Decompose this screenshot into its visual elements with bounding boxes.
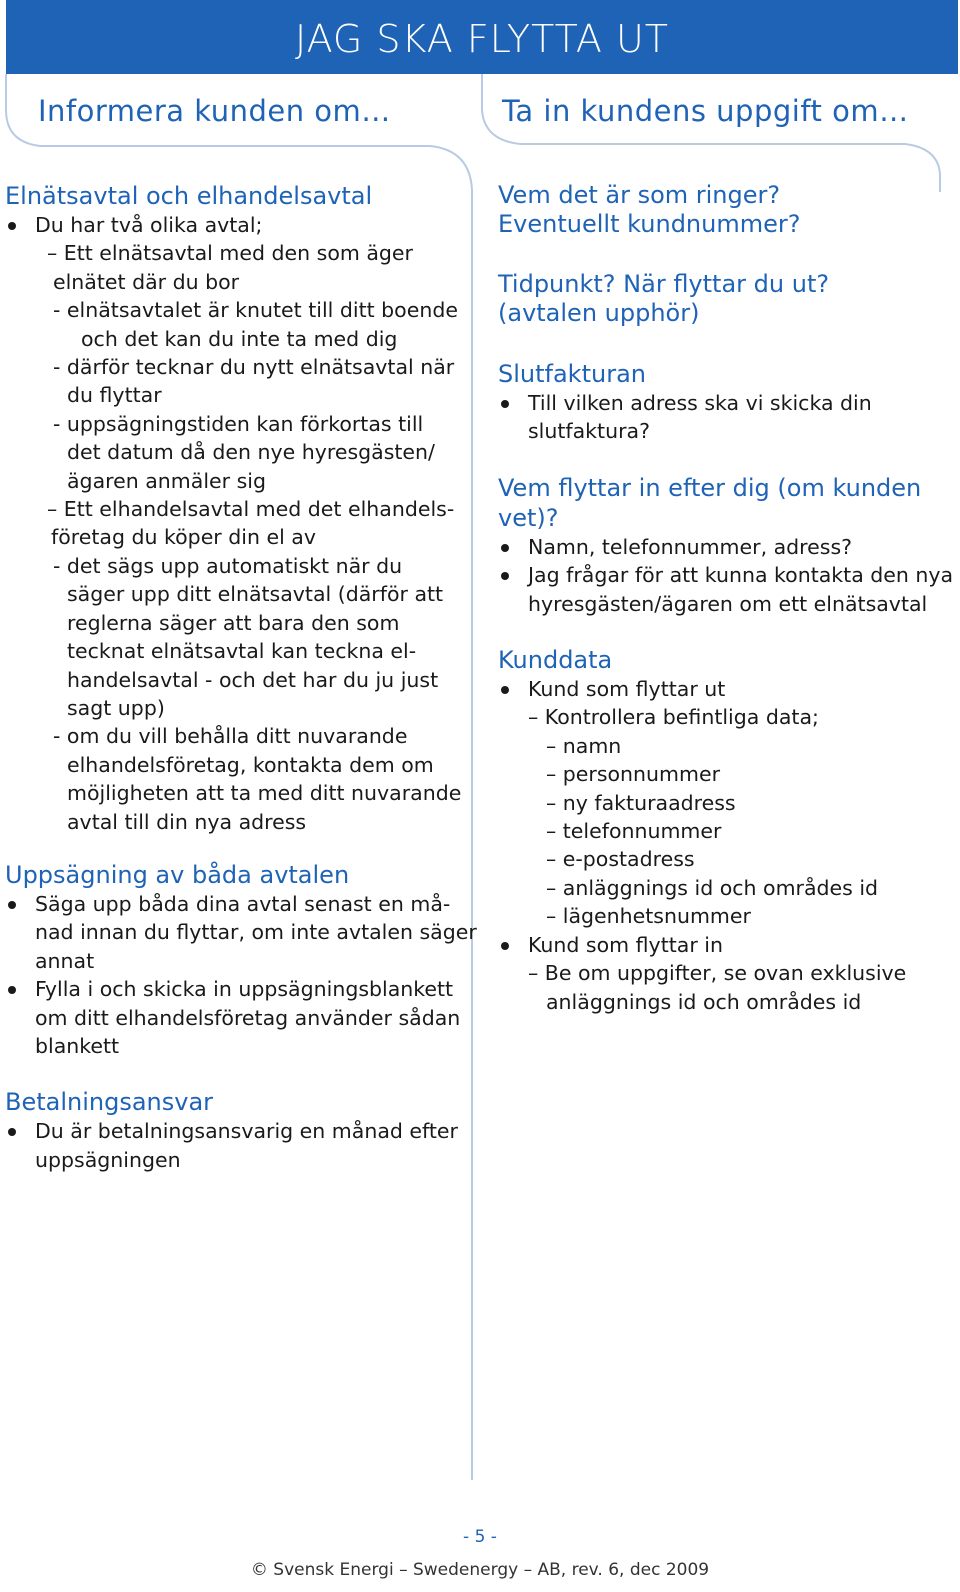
list-item: Du har två olika avtal; [5, 211, 460, 239]
header-banner [6, 0, 958, 74]
list-item: säger upp ditt elnätsavtal (därför att [67, 582, 444, 607]
list-item: hyresgästen/ägaren om ett elnätsavtal [528, 591, 928, 616]
bullet-icon [501, 544, 509, 552]
list-item: avtal till din nya adress [67, 809, 307, 834]
bullet-icon [501, 400, 509, 408]
list-item: – Kontrollera befintliga data; [528, 705, 819, 730]
question-contract-end: (avtalen upphör) [498, 299, 700, 327]
list-item: elhandelsföretag, kontakta dem om [67, 752, 434, 777]
list-item: uppsägningen [35, 1147, 181, 1172]
copyright-notice: © Svensk Energi – Swedenergy – AB, rev. 6, dec 2009 [250, 1560, 710, 1580]
list-item: – Ett elnätsavtal med den som äger [47, 241, 413, 266]
section-title-uppsagning: Uppsägning av båda avtalen [5, 860, 350, 889]
list-item: det datum då den nye hyresgästen/ [67, 440, 435, 465]
list-item: Fylla i och skicka in uppsägningsblankett [5, 975, 460, 1003]
page-number: - 5 - [463, 1527, 497, 1547]
list-item: du flyttar [67, 383, 162, 408]
list-item: – namn [546, 733, 622, 758]
list-item: annat [35, 948, 95, 973]
bullet-icon [8, 901, 16, 909]
list-item: – Be om uppgifter, se ovan exklusive [528, 961, 907, 986]
right-frame-line [482, 74, 940, 192]
list-item: – telefonnummer [546, 819, 722, 844]
list-item: – ny fakturaadress [546, 790, 736, 815]
list-item: – e-postadress [546, 847, 695, 872]
list-item: slutfaktura? [528, 419, 650, 444]
list-item: och det kan du inte ta med dig [81, 326, 398, 351]
left-column-heading: Informera kunden om… [38, 94, 391, 128]
list-item: om ditt elhandelsföretag använder sådan [35, 1005, 461, 1030]
section-title-elnatsavtal: Elnätsavtal och elhandelsavtal [5, 182, 373, 210]
list-item: ägaren anmäler sig [67, 468, 266, 493]
list-item: - uppsägningstiden kan förkortas till [53, 411, 424, 436]
list-item: elnätet där du bor [53, 269, 240, 294]
list-item: Säga upp båda dina avtal senast en må- [5, 890, 460, 918]
bullet-icon [501, 942, 509, 950]
list-item: Kund som flyttar ut [498, 675, 953, 703]
bullet-icon [8, 1128, 16, 1136]
bullet-icon [8, 222, 16, 230]
list-item: – personnummer [546, 762, 720, 787]
list-item: möjligheten att ta med ditt nuvarande [67, 781, 462, 806]
list-item: Kund som flyttar in [498, 931, 953, 959]
list-item: Namn, telefonnummer, adress? [498, 533, 953, 561]
list-item: – lägenhetsnummer [546, 904, 751, 929]
list-item: - om du vill behålla ditt nuvarande [53, 724, 408, 749]
page-title: JAG SKA FLYTTA UT [295, 17, 669, 61]
list-item: - därför tecknar du nytt elnätsavtal när [53, 355, 455, 380]
list-item: blankett [35, 1033, 120, 1058]
list-item: Jag frågar för att kunna kontakta den nya [498, 561, 953, 589]
list-item: Till vilken adress ska vi skicka din [498, 389, 953, 417]
bullet-icon [501, 572, 509, 580]
question-moving-date: Tidpunkt? När flyttar du ut? [498, 270, 830, 298]
left-column [5, 181, 477, 1174]
list-item: företag du köper din el av [51, 525, 316, 550]
question-customer-number: Eventuellt kundnummer? [498, 210, 801, 238]
section-title-slutfakturan: Slutfakturan [498, 360, 646, 388]
list-item: nad innan du flyttar, om inte avtalen säger [35, 920, 477, 945]
list-item: - det sägs upp automatiskt när du [53, 553, 403, 578]
section-title-kunddata: Kunddata [498, 646, 613, 675]
list-item: – Ett elhandelsavtal med det elhandels- [47, 497, 455, 522]
section-title-vem-flyttar-in: Vem flyttar in efter dig (om kunden vet)? [498, 473, 922, 532]
bullet-icon [501, 686, 509, 694]
right-column [498, 181, 953, 1016]
right-column-heading: Ta in kundens uppgift om… [502, 94, 909, 128]
question-caller: Vem det är som ringer? [498, 181, 781, 209]
bullet-icon [8, 986, 16, 994]
list-item: tecknat elnätsavtal kan teckna el- [67, 639, 417, 664]
list-item: Du är betalningsansvarig en månad efter [5, 1117, 460, 1145]
list-item: sagt upp) [67, 695, 165, 720]
list-item: handelsavtal - och det har du ju just [67, 667, 439, 692]
list-item: anläggnings id och områdes id [546, 989, 862, 1014]
list-item: reglerna säger att bara den som [67, 610, 400, 635]
section-title-betalningsansvar: Betalningsansvar [5, 1088, 214, 1117]
list-item: - elnätsavtalet är knutet till ditt boende [53, 298, 458, 323]
list-item: – anläggnings id och områdes id [546, 875, 879, 900]
